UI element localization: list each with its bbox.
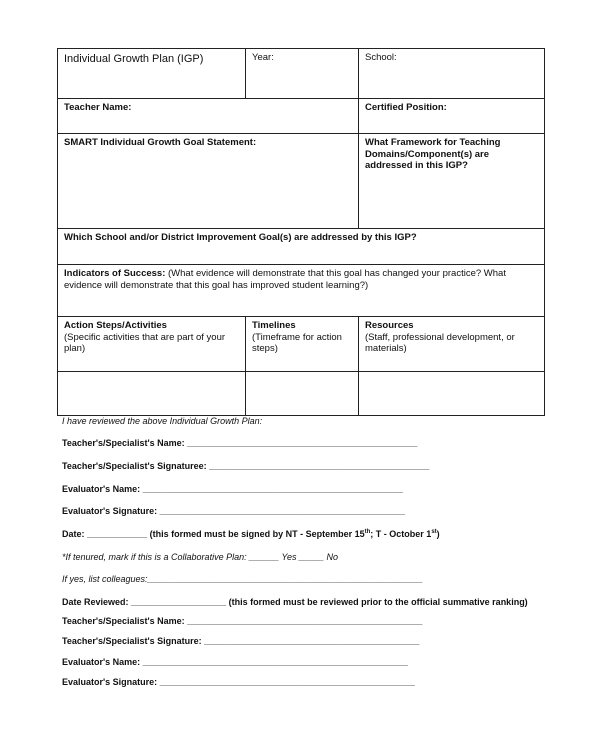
resources-input[interactable]: [359, 372, 545, 416]
date-reviewed-line[interactable]: Date Reviewed: ___________________ (this formed must be reviewed prior to the official summative ranking): [62, 597, 528, 607]
framework-label: What Framework for Teaching Domains/Component(s) are addressed in this IGP?: [365, 137, 501, 171]
timelines-header: [246, 317, 359, 372]
date-signed-field[interactable]: Date: ____________: [62, 529, 148, 539]
school-label: School:: [365, 52, 397, 63]
date-sup-st: st: [431, 529, 437, 535]
igp-form-table: [57, 48, 545, 416]
evaluator-signature-line-2[interactable]: Evaluator's Signature: ___________________________________________________: [62, 677, 415, 687]
tenured-collaborative-line[interactable]: *If tenured, mark if this is a Collaborative Plan: ______ Yes _____ No: [62, 552, 338, 562]
date-signed-rule-mid: ; T - October 1: [370, 529, 432, 539]
improvement-goals-label: Which School and/or District Improvement Goal(s) are addressed by this IGP?: [64, 232, 417, 243]
indicators-label: Indicators of Success:: [64, 268, 166, 279]
date-signed-rule-end: ): [436, 529, 440, 539]
plan-title-cell: [58, 49, 246, 99]
improvement-goals-cell[interactable]: [58, 229, 545, 265]
action-steps-header: [58, 317, 246, 372]
teacher-signature-line-2[interactable]: Teacher's/Specialist's Signature: ___________________________________________: [62, 636, 420, 646]
evaluator-name-line[interactable]: Evaluator's Name: ____________________________________________________: [62, 484, 403, 494]
evaluator-name-line-2[interactable]: Evaluator's Name: _____________________________________________________: [62, 657, 408, 667]
teacher-name-line-2[interactable]: Teacher's/Specialist's Name: _______________________________________________: [62, 616, 423, 626]
year-label: Year:: [252, 52, 274, 63]
action-steps-label: Action Steps/Activities: [64, 320, 167, 331]
date-sup-th: th: [364, 529, 371, 535]
action-steps-input[interactable]: [58, 372, 246, 416]
school-cell[interactable]: [359, 49, 545, 99]
indicators-cell[interactable]: [58, 265, 545, 317]
timelines-hint: (Timeframe for action steps): [252, 331, 342, 354]
indicators-text: (What evidence will demonstrate that this goal has changed your practice? What evidence will demonstrate that this goal has improved student learning?): [64, 268, 506, 291]
teacher-name-line[interactable]: Teacher's/Specialist's Name: ______________________________________________: [62, 438, 418, 448]
timelines-input[interactable]: [246, 372, 359, 416]
timelines-label: Timelines: [252, 320, 296, 331]
resources-header: [359, 317, 545, 372]
teacher-name-cell[interactable]: [58, 99, 359, 134]
colleagues-line[interactable]: If yes, list colleagues:_______________________________________________________: [62, 574, 423, 584]
smart-goal-cell[interactable]: [58, 134, 359, 229]
plan-title: Individual Growth Plan (IGP): [64, 53, 204, 65]
date-signed-rule: (this formed must be signed by NT - September 15: [147, 529, 365, 539]
teacher-name-label: Teacher Name:: [64, 102, 132, 113]
certified-position-label: Certified Position:: [365, 102, 447, 113]
evaluator-signature-line[interactable]: Evaluator's Signature: _________________________________________________: [62, 506, 405, 516]
resources-hint: (Staff, professional development, or materials): [365, 331, 515, 354]
action-steps-hint: (Specific activities that are part of your plan): [64, 331, 226, 354]
smart-goal-label: SMART Individual Growth Goal Statement:: [64, 137, 257, 148]
date-signed-line[interactable]: [62, 529, 440, 539]
certified-position-cell[interactable]: [359, 99, 545, 134]
year-cell[interactable]: [246, 49, 359, 99]
teacher-signature-line[interactable]: Teacher's/Specialist's Signaturee: ____________________________________________: [62, 461, 430, 471]
resources-label: Resources: [365, 320, 414, 331]
framework-cell[interactable]: [359, 134, 545, 229]
reviewed-statement: I have reviewed the above Individual Growth Plan:: [62, 416, 263, 426]
